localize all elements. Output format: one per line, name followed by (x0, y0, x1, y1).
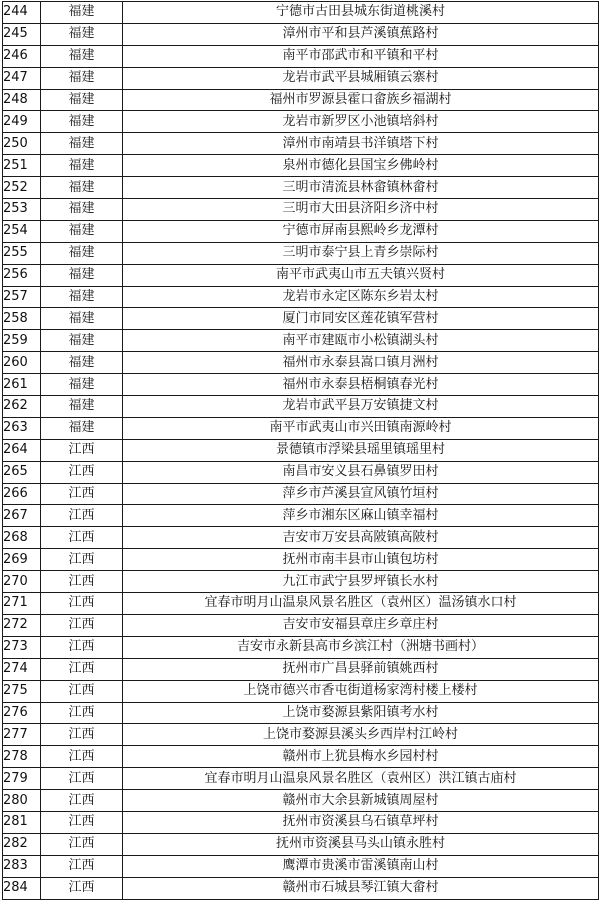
province-cell: 江西 (41, 483, 123, 505)
table-row (3, 45, 599, 67)
province-cell: 江西 (41, 549, 123, 571)
table-row (3, 658, 599, 680)
village-name-cell: 福州市永泰县梧桐镇春光村 (123, 374, 599, 396)
row-number-cell: 268 (3, 527, 41, 549)
table-row (3, 439, 599, 461)
row-number-cell: 278 (3, 746, 41, 768)
village-name-cell: 漳州市南靖县书洋镇塔下村 (123, 133, 599, 155)
province-cell: 江西 (41, 702, 123, 724)
province-cell: 江西 (41, 855, 123, 877)
province-cell: 江西 (41, 790, 123, 812)
village-name-cell: 宜春市明月山温泉风景名胜区（袁州区）温汤镇水口村 (123, 593, 599, 615)
village-name-cell: 三明市泰宁县上青乡崇际村 (123, 242, 599, 264)
village-name-cell: 上饶市婺源县紫阳镇考水村 (123, 702, 599, 724)
village-name-cell: 南昌市安义县石鼻镇罗田村 (123, 461, 599, 483)
village-name-cell: 三明市大田县济阳乡济中村 (123, 199, 599, 221)
village-name-cell: 吉安市安福县章庄乡章庄村 (123, 614, 599, 636)
row-number-cell: 277 (3, 724, 41, 746)
village-name-cell: 泉州市德化县国宝乡佛岭村 (123, 155, 599, 177)
document-page (2, 1, 598, 900)
province-cell: 江西 (41, 680, 123, 702)
village-name-cell: 上饶市婺源县溪头乡西岸村江岭村 (123, 724, 599, 746)
row-number-cell: 251 (3, 155, 41, 177)
table-row (3, 220, 599, 242)
province-cell: 江西 (41, 811, 123, 833)
row-number-cell: 282 (3, 833, 41, 855)
province-cell: 福建 (41, 417, 123, 439)
row-number-cell: 255 (3, 242, 41, 264)
province-cell: 福建 (41, 89, 123, 111)
row-number-cell: 263 (3, 417, 41, 439)
village-name-cell: 福州市永泰县嵩口镇月洲村 (123, 352, 599, 374)
village-name-cell: 漳州市平和县芦溪镇蕉路村 (123, 23, 599, 45)
row-number-cell: 248 (3, 89, 41, 111)
village-name-cell: 赣州市大余县新城镇周屋村 (123, 790, 599, 812)
table-row (3, 177, 599, 199)
province-cell: 福建 (41, 133, 123, 155)
table-row (3, 23, 599, 45)
village-name-cell: 南平市武夷山市兴田镇南源岭村 (123, 417, 599, 439)
village-name-cell: 宁德市古田县城东街道桃溪村 (123, 2, 599, 24)
province-cell: 福建 (41, 45, 123, 67)
village-name-cell: 抚州市资溪县乌石镇草坪村 (123, 811, 599, 833)
row-number-cell: 274 (3, 658, 41, 680)
village-name-cell: 抚州市广昌县驿前镇姚西村 (123, 658, 599, 680)
province-cell: 江西 (41, 724, 123, 746)
village-name-cell: 吉安市万安县高陂镇高陂村 (123, 527, 599, 549)
row-number-cell: 249 (3, 111, 41, 133)
table-row (3, 549, 599, 571)
row-number-cell: 273 (3, 636, 41, 658)
province-cell: 福建 (41, 177, 123, 199)
province-cell: 江西 (41, 439, 123, 461)
province-cell: 江西 (41, 593, 123, 615)
table-row (3, 264, 599, 286)
village-name-cell: 上饶市德兴市香屯街道杨家湾村楼上楼村 (123, 680, 599, 702)
row-number-cell: 281 (3, 811, 41, 833)
village-name-cell: 鹰潭市贵溪市雷溪镇南山村 (123, 855, 599, 877)
table-row (3, 614, 599, 636)
province-cell: 江西 (41, 746, 123, 768)
row-number-cell: 267 (3, 505, 41, 527)
table-row (3, 111, 599, 133)
row-number-cell: 275 (3, 680, 41, 702)
province-cell: 福建 (41, 155, 123, 177)
row-number-cell: 265 (3, 461, 41, 483)
table-row (3, 396, 599, 418)
province-cell: 福建 (41, 242, 123, 264)
village-name-cell: 九江市武宁县罗坪镇长水村 (123, 571, 599, 593)
table-row (3, 461, 599, 483)
village-name-cell: 宜春市明月山温泉风景名胜区（袁州区）洪江镇古庙村 (123, 768, 599, 790)
table-row (3, 374, 599, 396)
row-number-cell: 252 (3, 177, 41, 199)
province-cell: 福建 (41, 396, 123, 418)
province-cell: 福建 (41, 23, 123, 45)
province-cell: 福建 (41, 264, 123, 286)
table-row (3, 527, 599, 549)
village-name-cell: 赣州市上犹县梅水乡园村村 (123, 746, 599, 768)
province-cell: 江西 (41, 571, 123, 593)
province-cell: 江西 (41, 658, 123, 680)
table-row (3, 790, 599, 812)
table-row (3, 505, 599, 527)
table-row (3, 308, 599, 330)
province-cell: 江西 (41, 505, 123, 527)
table-row (3, 833, 599, 855)
row-number-cell: 254 (3, 220, 41, 242)
table-row (3, 593, 599, 615)
province-cell: 福建 (41, 352, 123, 374)
village-name-cell: 抚州市资溪县马头山镇永胜村 (123, 833, 599, 855)
province-cell: 江西 (41, 877, 123, 899)
row-number-cell: 262 (3, 396, 41, 418)
row-number-cell: 253 (3, 199, 41, 221)
row-number-cell: 246 (3, 45, 41, 67)
province-cell: 福建 (41, 67, 123, 89)
table-row (3, 352, 599, 374)
table-row (3, 199, 599, 221)
village-name-cell: 萍乡市芦溪县宣风镇竹垣村 (123, 483, 599, 505)
village-name-cell: 龙岩市新罗区小池镇培斜村 (123, 111, 599, 133)
province-cell: 福建 (41, 199, 123, 221)
table-row (3, 330, 599, 352)
row-number-cell: 279 (3, 768, 41, 790)
table-row (3, 724, 599, 746)
row-number-cell: 264 (3, 439, 41, 461)
table-row (3, 133, 599, 155)
village-name-cell: 赣州市石城县琴江镇大畲村 (123, 877, 599, 899)
table-body (3, 2, 599, 900)
village-name-cell: 龙岩市武平县万安镇捷文村 (123, 396, 599, 418)
row-number-cell: 276 (3, 702, 41, 724)
province-cell: 江西 (41, 527, 123, 549)
row-number-cell: 280 (3, 790, 41, 812)
row-number-cell: 244 (3, 2, 41, 24)
row-number-cell: 256 (3, 264, 41, 286)
row-number-cell: 266 (3, 483, 41, 505)
province-cell: 江西 (41, 833, 123, 855)
village-name-cell: 龙岩市武平县城厢镇云寨村 (123, 67, 599, 89)
row-number-cell: 272 (3, 614, 41, 636)
table-row (3, 680, 599, 702)
row-number-cell: 261 (3, 374, 41, 396)
village-name-cell: 抚州市南丰县市山镇包坊村 (123, 549, 599, 571)
province-cell: 江西 (41, 768, 123, 790)
table-row (3, 242, 599, 264)
row-number-cell: 271 (3, 593, 41, 615)
table-row (3, 417, 599, 439)
row-number-cell: 269 (3, 549, 41, 571)
village-name-cell: 南平市建瓯市小松镇湖头村 (123, 330, 599, 352)
table-row (3, 746, 599, 768)
village-name-cell: 吉安市永新县高市乡滨江村（洲塘书画村） (123, 636, 599, 658)
village-list-table (2, 1, 599, 900)
village-name-cell: 南平市邵武市和平镇和平村 (123, 45, 599, 67)
province-cell: 福建 (41, 308, 123, 330)
row-number-cell: 245 (3, 23, 41, 45)
province-cell: 江西 (41, 614, 123, 636)
table-row (3, 571, 599, 593)
table-row (3, 768, 599, 790)
table-row (3, 67, 599, 89)
row-number-cell: 259 (3, 330, 41, 352)
village-name-cell: 厦门市同安区莲花镇军营村 (123, 308, 599, 330)
table-row (3, 89, 599, 111)
table-row (3, 2, 599, 24)
table-row (3, 636, 599, 658)
table-row (3, 483, 599, 505)
village-name-cell: 龙岩市永定区陈东乡岩太村 (123, 286, 599, 308)
table-row (3, 877, 599, 899)
province-cell: 福建 (41, 220, 123, 242)
row-number-cell: 284 (3, 877, 41, 899)
row-number-cell: 250 (3, 133, 41, 155)
province-cell: 江西 (41, 461, 123, 483)
village-name-cell: 萍乡市湘东区麻山镇幸福村 (123, 505, 599, 527)
row-number-cell: 270 (3, 571, 41, 593)
province-cell: 福建 (41, 330, 123, 352)
province-cell: 福建 (41, 2, 123, 24)
village-name-cell: 宁德市屏南县熙岭乡龙潭村 (123, 220, 599, 242)
row-number-cell: 247 (3, 67, 41, 89)
province-cell: 福建 (41, 111, 123, 133)
table-row (3, 855, 599, 877)
table-row (3, 702, 599, 724)
table-row (3, 811, 599, 833)
village-name-cell: 南平市武夷山市五夫镇兴贤村 (123, 264, 599, 286)
row-number-cell: 283 (3, 855, 41, 877)
row-number-cell: 260 (3, 352, 41, 374)
row-number-cell: 258 (3, 308, 41, 330)
province-cell: 福建 (41, 286, 123, 308)
province-cell: 江西 (41, 636, 123, 658)
village-name-cell: 福州市罗源县霍口畲族乡福湖村 (123, 89, 599, 111)
table-row (3, 155, 599, 177)
village-name-cell: 三明市清流县林畲镇林畲村 (123, 177, 599, 199)
table-row (3, 286, 599, 308)
row-number-cell: 257 (3, 286, 41, 308)
village-name-cell: 景德镇市浮梁县瑶里镇瑶里村 (123, 439, 599, 461)
province-cell: 福建 (41, 374, 123, 396)
